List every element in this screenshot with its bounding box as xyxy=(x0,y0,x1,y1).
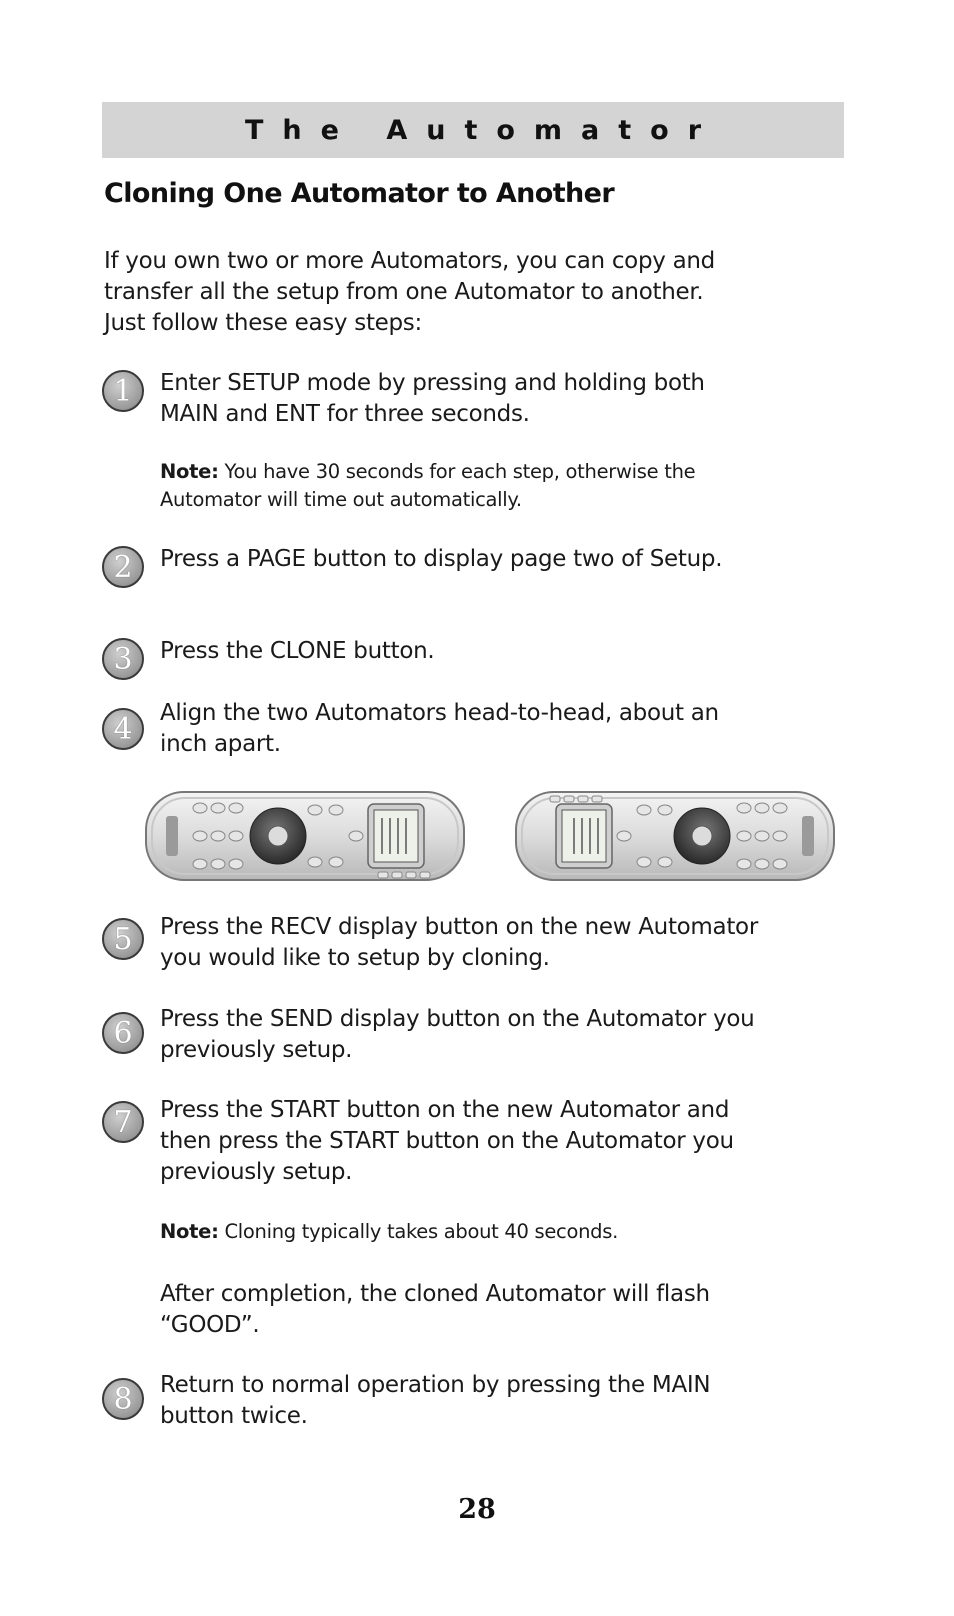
step-number-badge: 6 xyxy=(102,1012,144,1054)
step-number-badge: 7 xyxy=(102,1101,144,1143)
header-title: The Automator xyxy=(244,114,721,146)
step-number-badge: 3 xyxy=(102,638,144,680)
header-band xyxy=(102,102,844,158)
step-text: Return to normal operation by pressing the MAIN button twice. xyxy=(160,1372,711,1429)
intro-paragraph: If you own two or more Automators, you can copy and transfer all the setup from one Automator to another. Just follow these easy steps: xyxy=(104,248,715,336)
step-text: Press the SEND display button on the Automator you previously setup. xyxy=(160,1006,755,1063)
step-text: Press a PAGE button to display page two of Setup. xyxy=(160,546,723,572)
step-number-badge: 8 xyxy=(102,1378,144,1420)
step-text: Press the RECV display button on the new Automator you would like to setup by cloning. xyxy=(160,914,758,971)
note-duration: Note: Cloning typically takes about 40 seconds. xyxy=(160,1220,618,1243)
remote-right xyxy=(516,792,834,880)
note-label: Note: xyxy=(160,1220,219,1243)
step-text: Align the two Automators head-to-head, about an inch apart. xyxy=(160,700,719,757)
step-text: Press the CLONE button. xyxy=(160,638,435,664)
note-timeout: Note: You have 30 seconds for each step, otherwise the Automator will time out automatically. xyxy=(160,460,696,511)
step-text: Enter SETUP mode by pressing and holding both MAIN and ENT for three seconds. xyxy=(160,370,705,427)
note-label: Note: xyxy=(160,460,219,483)
remotes-illustration xyxy=(140,782,840,892)
completion-text: After completion, the cloned Automator will flash “GOOD”. xyxy=(160,1281,710,1338)
step-number-badge: 2 xyxy=(102,546,144,588)
page-number: 28 xyxy=(458,1494,496,1525)
step-text: Press the START button on the new Automator and then press the START button on the Automator you previously setup. xyxy=(160,1097,734,1185)
remote-left xyxy=(146,792,464,880)
step-number-badge: 1 xyxy=(102,370,144,412)
step-number-badge: 4 xyxy=(102,708,144,750)
step-number-badge: 5 xyxy=(102,918,144,960)
section-title: Cloning One Automator to Another xyxy=(104,178,615,209)
